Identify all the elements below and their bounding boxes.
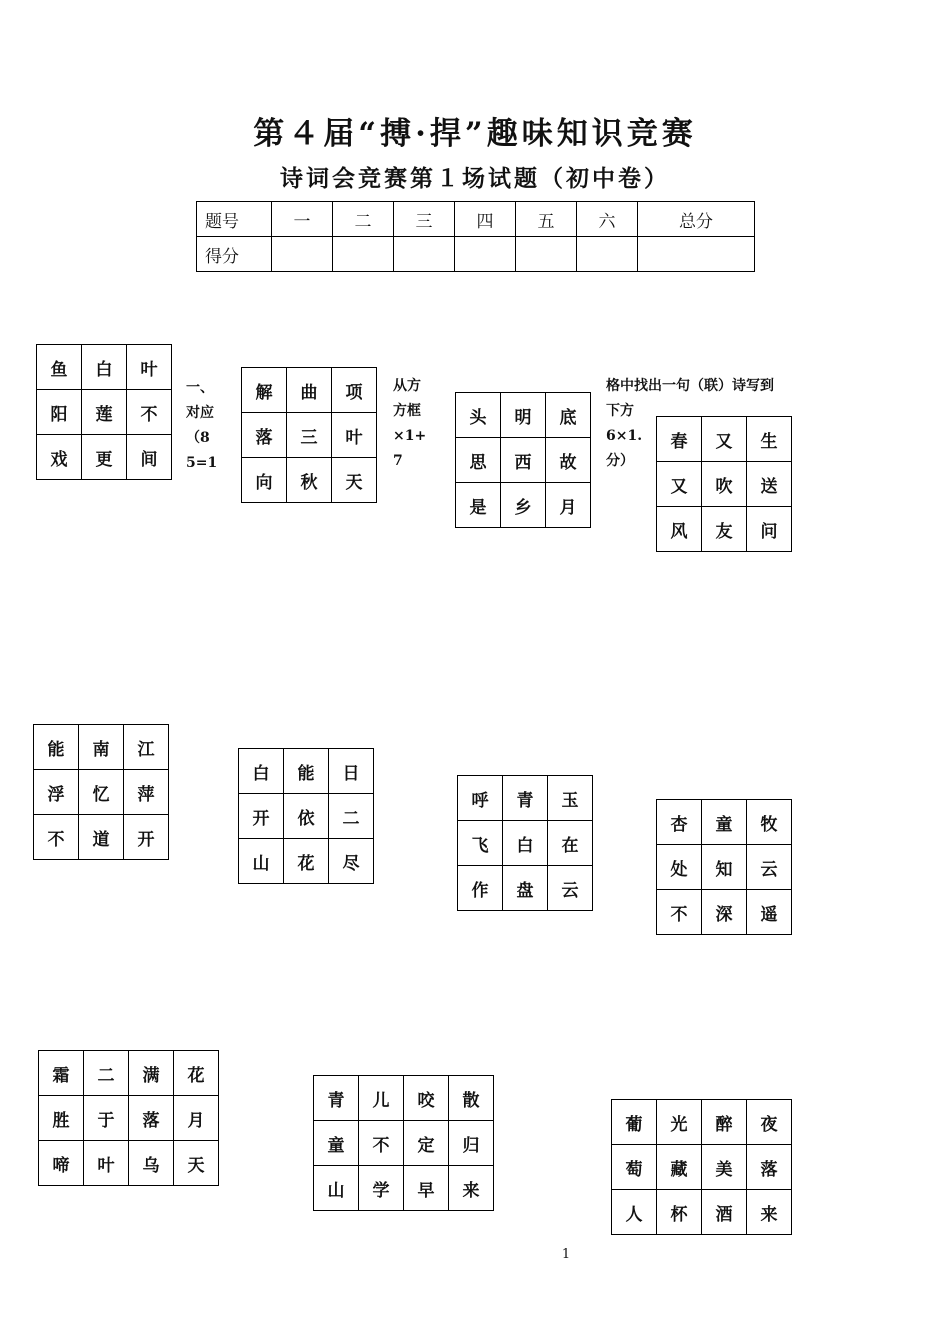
grid-character-cell[interactable]: 于	[84, 1096, 129, 1141]
grid-row	[456, 393, 591, 438]
grid-row	[657, 845, 792, 890]
grid-row	[37, 345, 172, 390]
grid-character-cell[interactable]: 天	[332, 458, 377, 503]
grid-character-cell[interactable]: 月	[174, 1096, 219, 1141]
character-grid-3	[455, 392, 591, 528]
grid-character-cell[interactable]: 又	[657, 462, 702, 507]
grid-character-cell[interactable]: 童	[702, 800, 747, 845]
grid-character-cell[interactable]: 叶	[332, 413, 377, 458]
grid-character-cell[interactable]: 能	[284, 749, 329, 794]
grid-character-cell[interactable]: 问	[747, 507, 792, 552]
grid-character-cell[interactable]: 学	[359, 1166, 404, 1211]
grid-character-cell[interactable]: 二	[84, 1051, 129, 1096]
grid-character-cell[interactable]: 飞	[458, 821, 503, 866]
grid-character-cell[interactable]: 是	[456, 483, 501, 528]
page-number: 1	[561, 1247, 571, 1262]
grid-character-cell[interactable]: 向	[242, 458, 287, 503]
grid-row	[239, 749, 374, 794]
grid-character-cell[interactable]: 杏	[657, 800, 702, 845]
grid-row	[456, 438, 591, 483]
grid-row	[239, 794, 374, 839]
grid-row	[458, 866, 593, 911]
grid-character-cell[interactable]: 霜	[39, 1051, 84, 1096]
grid-character-cell[interactable]: 盘	[503, 866, 548, 911]
grid-row	[612, 1100, 792, 1145]
grid-character-cell[interactable]: 落	[242, 413, 287, 458]
character-grid-11	[611, 1099, 792, 1235]
grid-row	[612, 1145, 792, 1190]
score-cell[interactable]	[516, 237, 577, 272]
grid-row	[458, 776, 593, 821]
grid-character-cell[interactable]: 叶	[127, 345, 172, 390]
grid-row	[657, 800, 792, 845]
character-grid-4	[656, 416, 792, 552]
column-header: 六	[577, 202, 638, 237]
grid-character-cell[interactable]: 浮	[34, 770, 79, 815]
grid-character-cell[interactable]: 莲	[82, 390, 127, 435]
grid-character-cell[interactable]: 咬	[404, 1076, 449, 1121]
grid-character-cell[interactable]: 醉	[702, 1100, 747, 1145]
grid-row	[37, 435, 172, 480]
grid-character-cell[interactable]: 儿	[359, 1076, 404, 1121]
grid-character-cell[interactable]: 乌	[129, 1141, 174, 1186]
grid-character-cell[interactable]: 更	[82, 435, 127, 480]
character-grid-8	[656, 799, 792, 935]
instruction-fragment-1: 一、 对应 （8 5=1	[186, 380, 218, 471]
grid-character-cell[interactable]: 解	[242, 368, 287, 413]
grid-character-cell[interactable]: 在	[548, 821, 593, 866]
grid-character-cell[interactable]: 白	[239, 749, 284, 794]
grid-character-cell[interactable]: 尽	[329, 839, 374, 884]
character-grid-7	[457, 775, 593, 911]
grid-row	[34, 815, 169, 860]
grid-character-cell[interactable]: 开	[124, 815, 169, 860]
grid-character-cell[interactable]: 白	[82, 345, 127, 390]
grid-character-cell[interactable]: 秋	[287, 458, 332, 503]
grid-row	[39, 1096, 219, 1141]
grid-row	[314, 1166, 494, 1211]
grid-character-cell[interactable]: 早	[404, 1166, 449, 1211]
grid-character-cell[interactable]: 间	[127, 435, 172, 480]
grid-character-cell[interactable]: 思	[456, 438, 501, 483]
score-cell[interactable]	[577, 237, 638, 272]
grid-character-cell[interactable]: 乡	[501, 483, 546, 528]
grid-character-cell[interactable]: 忆	[79, 770, 124, 815]
column-header: 二	[333, 202, 394, 237]
total-score-label: 总分	[638, 202, 755, 237]
instruction-fragment-3: 格中找出一句（联）诗写到 下方 6×1. 分）	[606, 378, 774, 469]
grid-row	[657, 890, 792, 935]
grid-character-cell[interactable]: 呼	[458, 776, 503, 821]
grid-character-cell[interactable]: 云	[747, 845, 792, 890]
grid-character-cell[interactable]: 不	[359, 1121, 404, 1166]
grid-character-cell[interactable]: 遥	[747, 890, 792, 935]
grid-character-cell[interactable]: 萍	[124, 770, 169, 815]
grid-row	[657, 417, 792, 462]
score-table	[196, 201, 755, 272]
grid-character-cell[interactable]: 酒	[702, 1190, 747, 1235]
grid-character-cell[interactable]: 不	[657, 890, 702, 935]
grid-row	[242, 413, 377, 458]
grid-character-cell[interactable]: 童	[314, 1121, 359, 1166]
character-grid-6	[238, 748, 374, 884]
grid-character-cell[interactable]: 道	[79, 815, 124, 860]
grid-row	[37, 390, 172, 435]
grid-character-cell[interactable]: 三	[287, 413, 332, 458]
grid-character-cell[interactable]: 送	[747, 462, 792, 507]
character-grid-10	[313, 1075, 494, 1211]
grid-character-cell[interactable]: 月	[546, 483, 591, 528]
grid-character-cell[interactable]: 吹	[702, 462, 747, 507]
grid-character-cell[interactable]: 青	[503, 776, 548, 821]
grid-character-cell[interactable]: 天	[174, 1141, 219, 1186]
grid-row	[239, 839, 374, 884]
grid-character-cell[interactable]: 美	[702, 1145, 747, 1190]
grid-character-cell[interactable]: 风	[657, 507, 702, 552]
total-score-cell[interactable]	[638, 237, 755, 272]
grid-character-cell[interactable]: 作	[458, 866, 503, 911]
grid-character-cell[interactable]: 不	[127, 390, 172, 435]
grid-character-cell[interactable]: 青	[314, 1076, 359, 1121]
grid-character-cell[interactable]: 玉	[548, 776, 593, 821]
grid-row	[34, 725, 169, 770]
grid-character-cell[interactable]: 落	[747, 1145, 792, 1190]
question-number-label: 题号	[197, 202, 272, 237]
grid-character-cell[interactable]: 散	[449, 1076, 494, 1121]
grid-character-cell[interactable]: 春	[657, 417, 702, 462]
grid-character-cell[interactable]: 花	[174, 1051, 219, 1096]
grid-character-cell[interactable]: 二	[329, 794, 374, 839]
grid-row	[657, 507, 792, 552]
grid-character-cell[interactable]: 不	[34, 815, 79, 860]
exam-subtitle: 诗词会竞赛第１场试题（初中卷）	[280, 165, 670, 192]
grid-row	[39, 1051, 219, 1096]
grid-character-cell[interactable]: 山	[314, 1166, 359, 1211]
grid-character-cell[interactable]: 胜	[39, 1096, 84, 1141]
grid-row	[242, 458, 377, 503]
grid-character-cell[interactable]: 阳	[37, 390, 82, 435]
grid-character-cell[interactable]: 知	[702, 845, 747, 890]
grid-character-cell[interactable]: 云	[548, 866, 593, 911]
character-grid-2	[241, 367, 377, 503]
grid-character-cell[interactable]: 归	[449, 1121, 494, 1166]
grid-row	[657, 462, 792, 507]
grid-character-cell[interactable]: 江	[124, 725, 169, 770]
grid-character-cell[interactable]: 叶	[84, 1141, 129, 1186]
score-cell[interactable]	[333, 237, 394, 272]
grid-row	[314, 1121, 494, 1166]
grid-row	[39, 1141, 219, 1186]
grid-character-cell[interactable]: 依	[284, 794, 329, 839]
grid-row	[34, 770, 169, 815]
grid-character-cell[interactable]: 西	[501, 438, 546, 483]
grid-character-cell[interactable]: 底	[546, 393, 591, 438]
grid-character-cell[interactable]: 葡	[612, 1100, 657, 1145]
grid-character-cell[interactable]: 落	[129, 1096, 174, 1141]
score-cell[interactable]	[394, 237, 455, 272]
score-label: 得分	[197, 237, 272, 272]
column-header: 三	[394, 202, 455, 237]
score-cell[interactable]	[272, 237, 333, 272]
grid-character-cell[interactable]: 定	[404, 1121, 449, 1166]
column-header: 四	[455, 202, 516, 237]
grid-character-cell[interactable]: 花	[284, 839, 329, 884]
grid-character-cell[interactable]: 夜	[747, 1100, 792, 1145]
grid-character-cell[interactable]: 光	[657, 1100, 702, 1145]
grid-character-cell[interactable]: 开	[239, 794, 284, 839]
grid-row	[612, 1190, 792, 1235]
character-grid-9	[38, 1050, 219, 1186]
grid-row	[242, 368, 377, 413]
grid-character-cell[interactable]: 人	[612, 1190, 657, 1235]
contest-title: 第４届“搏·捍”趣味知识竞赛	[253, 116, 697, 152]
grid-character-cell[interactable]: 故	[546, 438, 591, 483]
character-grid-1	[36, 344, 172, 480]
grid-row	[458, 821, 593, 866]
grid-character-cell[interactable]: 来	[449, 1166, 494, 1211]
grid-character-cell[interactable]: 白	[503, 821, 548, 866]
score-cell[interactable]	[455, 237, 516, 272]
grid-character-cell[interactable]: 处	[657, 845, 702, 890]
grid-character-cell[interactable]: 萄	[612, 1145, 657, 1190]
grid-character-cell[interactable]: 南	[79, 725, 124, 770]
grid-character-cell[interactable]: 啼	[39, 1141, 84, 1186]
grid-character-cell[interactable]: 明	[501, 393, 546, 438]
grid-character-cell[interactable]: 又	[702, 417, 747, 462]
grid-character-cell[interactable]: 戏	[37, 435, 82, 480]
column-header: 一	[272, 202, 333, 237]
grid-character-cell[interactable]: 来	[747, 1190, 792, 1235]
grid-character-cell[interactable]: 日	[329, 749, 374, 794]
grid-character-cell[interactable]: 能	[34, 725, 79, 770]
grid-character-cell[interactable]: 杯	[657, 1190, 702, 1235]
column-header: 五	[516, 202, 577, 237]
grid-character-cell[interactable]: 满	[129, 1051, 174, 1096]
score-row	[197, 237, 755, 272]
grid-character-cell[interactable]: 鱼	[37, 345, 82, 390]
grid-character-cell[interactable]: 深	[702, 890, 747, 935]
grid-character-cell[interactable]: 生	[747, 417, 792, 462]
grid-character-cell[interactable]: 曲	[287, 368, 332, 413]
grid-character-cell[interactable]: 项	[332, 368, 377, 413]
character-grid-5	[33, 724, 169, 860]
instruction-fragment-2: 从方 方框 ×1+ 7	[393, 378, 427, 469]
grid-character-cell[interactable]: 藏	[657, 1145, 702, 1190]
question-number-row	[197, 202, 755, 237]
grid-row	[314, 1076, 494, 1121]
grid-row	[456, 483, 591, 528]
grid-character-cell[interactable]: 牧	[747, 800, 792, 845]
grid-character-cell[interactable]: 头	[456, 393, 501, 438]
grid-character-cell[interactable]: 友	[702, 507, 747, 552]
grid-character-cell[interactable]: 山	[239, 839, 284, 884]
